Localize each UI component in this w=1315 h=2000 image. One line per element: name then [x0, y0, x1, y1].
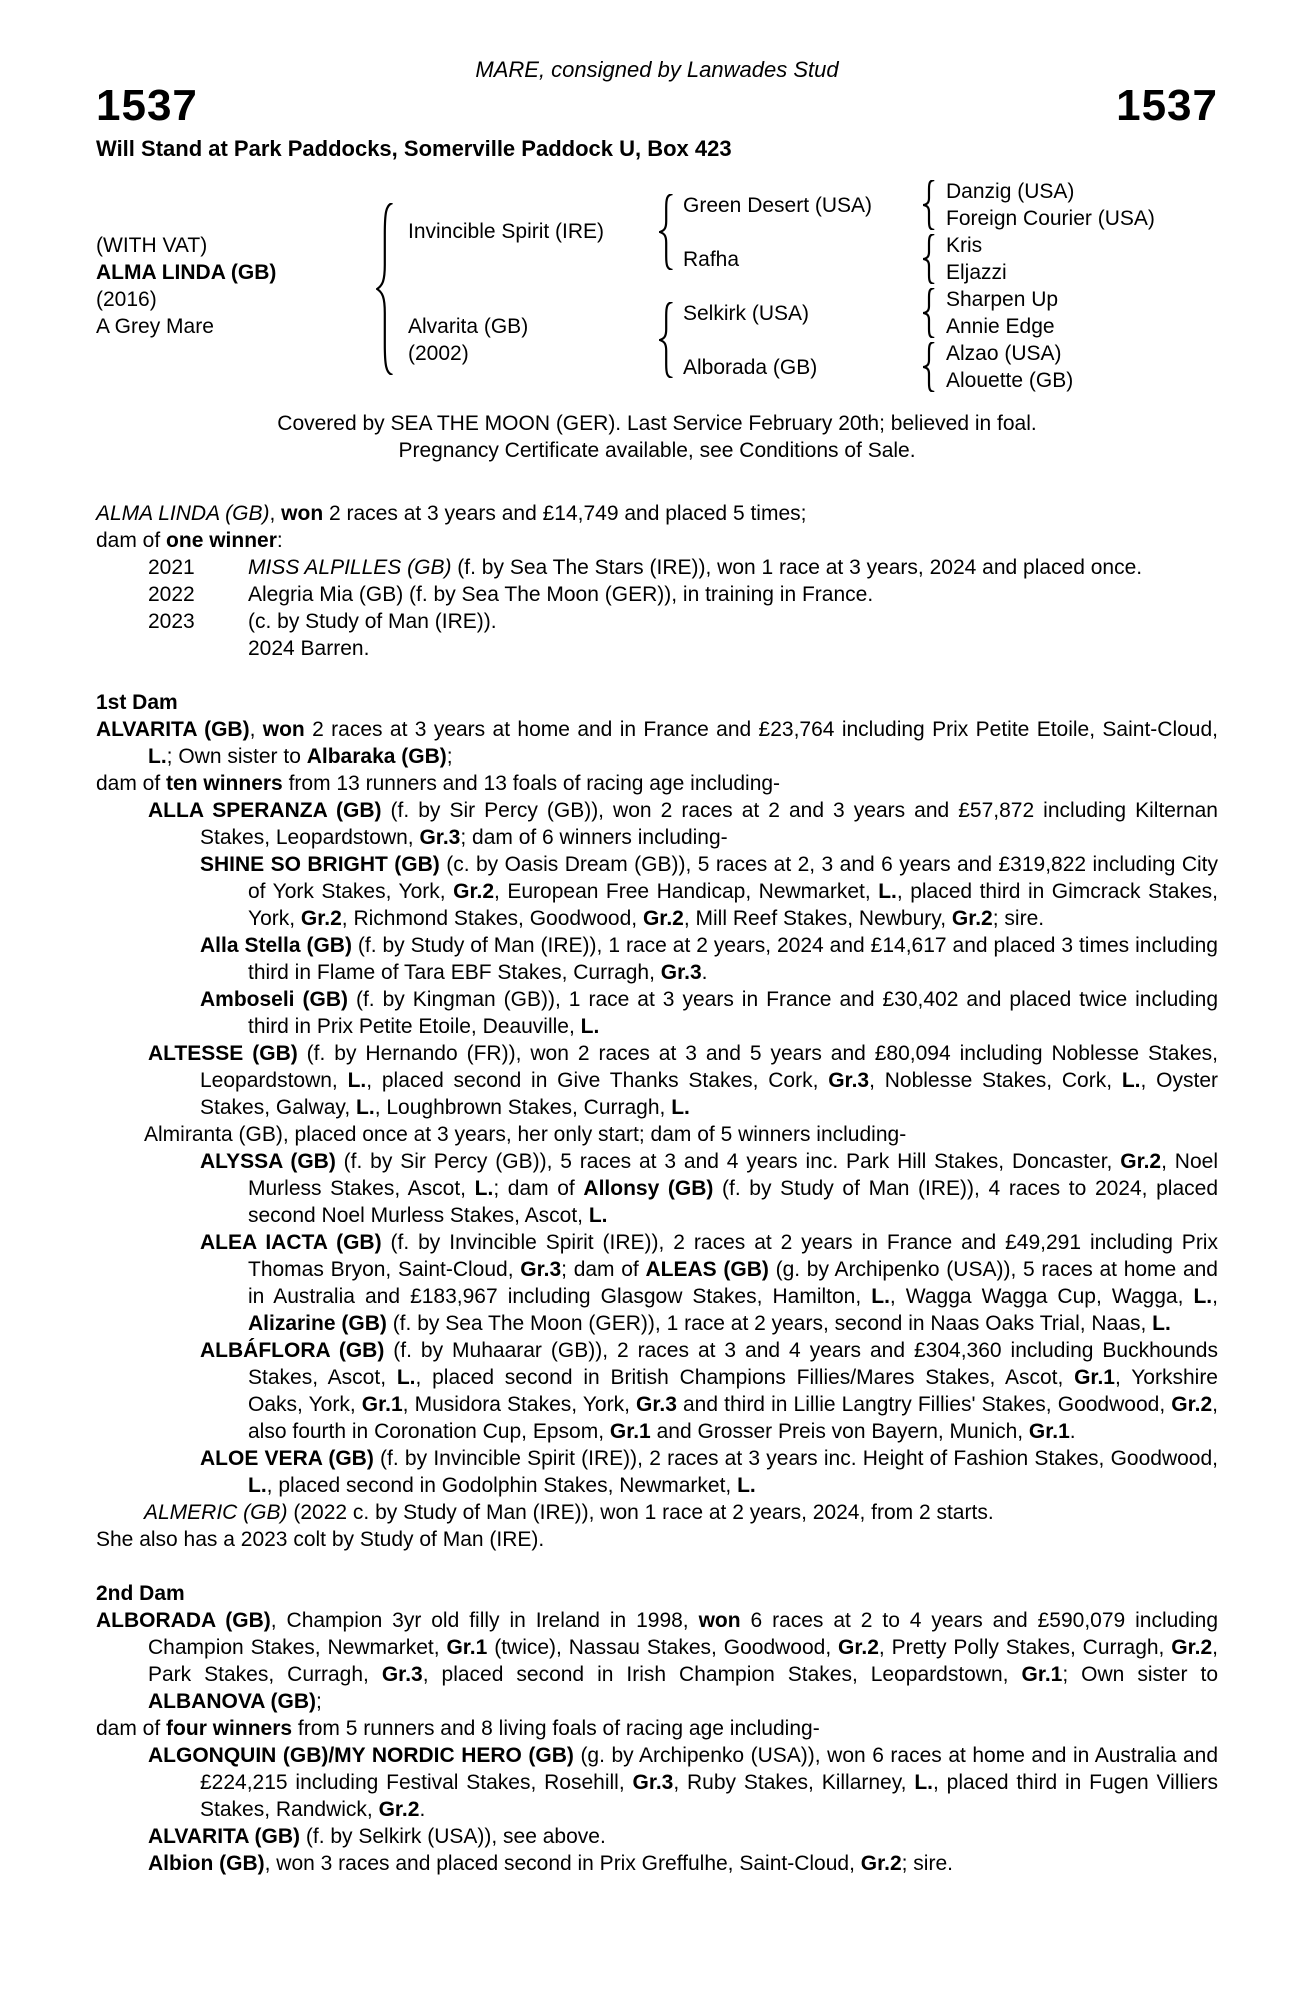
text-segment: four winners [166, 1717, 293, 1740]
text-segment: Gr.3 [632, 1771, 674, 1794]
text-segment: Almiranta (GB), placed once at 3 years, her only start; dam of 5 winners including- [144, 1123, 907, 1146]
gen4-2: Kris [946, 234, 983, 257]
text-segment: Gr.3 [660, 961, 702, 984]
text-segment: from 13 runners and 13 foals of racing age including- [282, 772, 781, 795]
text-segment: L. [588, 1204, 608, 1227]
pedigree-paragraph [96, 1121, 1218, 1148]
pedigree-brace-gen4-2 [923, 234, 938, 284]
produce-text [248, 554, 1218, 581]
text-segment: ; dam of [493, 1177, 584, 1200]
lot-number-row [96, 81, 1218, 130]
text-segment: (c. by Oasis Dream (GB)), 5 races at 2, 3 and 6 years and £319,822 including City of York Stakes, York, [248, 853, 1218, 903]
text-segment: L. [474, 1177, 494, 1200]
text-segment: (f. by Invincible Spirit (IRE)), 2 races at 3 years inc. Height of Fashion Stakes, Goodwood, [373, 1447, 1218, 1470]
text-segment: (f. by Sea The Stars (IRE)), won 1 race at 3 years, 2024 and placed once. [451, 556, 1143, 579]
text-segment: , Loughbrown Stakes, Curragh, [374, 1096, 672, 1119]
text-segment: L. [737, 1474, 756, 1497]
text-segment: , Yorkshire Oaks, York, [248, 1366, 1218, 1416]
text-segment: L. [356, 1096, 375, 1119]
text-segment: ALMERIC (GB) [144, 1501, 288, 1524]
pedigree-brace-dam [659, 302, 677, 378]
sire-name: Invincible Spirit (IRE) [408, 220, 605, 243]
gen3-dam-sire: Selkirk (USA) [683, 302, 810, 325]
pedigree-paragraph [96, 1040, 1218, 1121]
pedigree-table [96, 178, 1218, 394]
text-segment: (f. by Hernando (FR)), won 2 races at 3 and 5 years and £80,094 including Noblesse Stakes, Leopardstown, [200, 1042, 1218, 1092]
text-segment: ALEAS (GB) [645, 1258, 769, 1281]
text-segment: , won 3 races and placed second in Prix Greffulhe, Saint-Cloud, [264, 1852, 861, 1875]
pedigree-paragraph [96, 1229, 1218, 1337]
pedigree-brace-gen4-4 [923, 342, 938, 392]
text-segment: Gr.2 [1171, 1636, 1213, 1659]
pedigree-paragraph [96, 851, 1218, 932]
gen3-dam-dam: Alborada (GB) [683, 356, 818, 379]
text-segment: , placed second in Give Thanks Stakes, Cork, [366, 1069, 829, 1092]
text-segment: , [1212, 1285, 1218, 1308]
pedigree-paragraph [96, 1607, 1218, 1715]
text-segment: (twice), Nassau Stakes, Goodwood, [487, 1636, 839, 1659]
pedigree-brace-main [376, 203, 398, 375]
text-segment: Gr.2 [951, 907, 993, 930]
produce-row [148, 608, 1218, 635]
produce-row [148, 581, 1218, 608]
text-segment: Gr.1 [609, 1420, 651, 1443]
gen4-3: Eljazzi [946, 261, 1007, 284]
text-segment: Alegria Mia (GB) (f. by Sea The Moon (GER)), in training in France. [248, 583, 874, 606]
text-segment: (f. by Selkirk (USA)), see above. [300, 1825, 606, 1848]
text-segment: Albion (GB) [148, 1852, 265, 1875]
text-segment: Gr.2 [1120, 1150, 1162, 1173]
body-text [96, 500, 1218, 1877]
text-segment: Gr.1 [361, 1393, 403, 1416]
text-segment: ten winners [166, 772, 283, 795]
text-segment: Gr.2 [642, 907, 684, 930]
produce-text [248, 635, 1218, 662]
text-segment: , placed second in Godolphin Stakes, Newmarket, [266, 1474, 738, 1497]
text-segment: SHINE SO BRIGHT (GB) [200, 853, 440, 876]
text-segment: , Pretty Polly Stakes, Curragh, [878, 1636, 1172, 1659]
text-segment: , placed second in British Champions Fillies/Mares Stakes, Ascot, [415, 1366, 1075, 1389]
text-segment: , Richmond Stakes, Goodwood, [341, 907, 643, 930]
text-segment: (f. by Invincible Spirit (IRE)), 2 races at 2 years in France and £49,291 including Prix Thomas Bryon, Saint-Cloud, [248, 1231, 1218, 1281]
gen3-sire-sire: Green Desert (USA) [683, 194, 873, 217]
dam-name: Alvarita (GB) [408, 315, 529, 338]
produce-text [248, 608, 1218, 635]
text-segment: 6 races at 2 to 4 years and £590,079 including Champion Stakes, Newmarket, [148, 1609, 1218, 1659]
text-segment: , Wagga Wagga Cup, Wagga, [889, 1285, 1194, 1308]
text-segment: L. [914, 1771, 933, 1794]
pedigree-paragraph [96, 1337, 1218, 1445]
text-segment: , European Free Handicap, Newmarket, [494, 880, 879, 903]
gen4-1: Foreign Courier (USA) [946, 207, 1155, 230]
text-segment: ALOE VERA (GB) [200, 1447, 374, 1470]
pedigree-paragraph [96, 527, 1218, 554]
text-segment: 2 races at 3 years and £14,749 and placed 5 times; [323, 502, 807, 525]
text-segment: ALBANOVA (GB) [148, 1690, 316, 1713]
text-segment: Gr.1 [1021, 1663, 1063, 1686]
text-segment: L. [871, 1285, 890, 1308]
pedigree-paragraph [96, 1715, 1218, 1742]
text-segment: ; sire. [992, 907, 1045, 930]
text-segment: ; Own sister to [1062, 1663, 1218, 1686]
text-segment: Gr.2 [838, 1636, 879, 1659]
text-segment: , Oyster Stakes, Galway, [200, 1069, 1218, 1119]
text-segment: , [269, 502, 282, 525]
consignor-line: MARE, consigned by Lanwades Stud [475, 57, 839, 82]
pedigree-paragraph [96, 1148, 1218, 1229]
text-segment: one winner [166, 529, 277, 552]
pedigree-brace-gen4-3 [923, 288, 938, 338]
text-segment: Gr.3 [828, 1069, 870, 1092]
text-segment: (f. by Study of Man (IRE)), 4 races to 2024, placed second Noel Murless Stakes, Ascot, [248, 1177, 1219, 1227]
text-segment: ALVARITA (GB) [148, 1825, 301, 1848]
text-segment: Gr.2 [860, 1852, 902, 1875]
vat-note: (WITH VAT) [96, 234, 208, 257]
produce-row [148, 635, 1218, 662]
text-segment: Allonsy (GB) [583, 1177, 714, 1200]
text-segment: Gr.1 [1028, 1420, 1070, 1443]
text-segment: (2022 c. by Study of Man (IRE)), won 1 race at 2 years, 2024, from 2 starts. [287, 1501, 994, 1524]
text-segment: L. [347, 1069, 367, 1092]
text-segment: Gr.2 [453, 880, 495, 903]
text-segment: ; dam of 6 winners including- [460, 826, 728, 849]
gen4-7: Alouette (GB) [946, 369, 1074, 392]
text-segment: , placed third in Gimcrack Stakes, York, [248, 880, 1218, 930]
pedigree-paragraph [96, 716, 1218, 770]
gen3-sire-dam: Rafha [683, 248, 740, 271]
text-segment: ; [315, 1690, 322, 1713]
section-heading: 2nd Dam [96, 1582, 185, 1605]
text-segment: dam of [96, 772, 167, 795]
text-segment: , [249, 718, 263, 741]
text-segment: , also fourth in Coronation Cup, Epsom, [248, 1393, 1218, 1443]
text-segment: , Mill Reef Stakes, Newbury, [683, 907, 952, 930]
text-segment: L. [248, 1474, 267, 1497]
pedigree-paragraph [96, 500, 1218, 527]
pedigree-brace-sire [659, 194, 677, 270]
covering-statement [96, 410, 1218, 464]
text-segment: She also has a 2023 colt by Study of Man (IRE). [96, 1528, 545, 1551]
covering-line-1: Covered by SEA THE MOON (GER). Last Service February 20th; believed in foal. [277, 412, 1037, 435]
text-segment: . [701, 961, 708, 984]
text-segment: dam of [96, 529, 167, 552]
text-segment: , Musidora Stakes, York, [402, 1393, 637, 1416]
text-segment: ALMA LINDA (GB) [96, 502, 270, 525]
text-segment: Gr.3 [520, 1258, 562, 1281]
text-segment: Gr.1 [446, 1636, 488, 1659]
birth-year: (2016) [96, 288, 157, 311]
text-segment: Gr.1 [1074, 1366, 1115, 1389]
text-segment: L. [580, 1015, 600, 1038]
text-segment: : [276, 529, 283, 552]
pedigree-paragraph [96, 1850, 1218, 1877]
text-segment: ALGONQUIN (GB)/MY NORDIC HERO (GB) [148, 1744, 574, 1767]
text-segment: L. [1193, 1285, 1213, 1308]
text-segment: , Noblesse Stakes, Cork, [869, 1069, 1122, 1092]
text-segment: (f. by Study of Man (IRE)), 1 race at 2 years, 2024 and £14,617 and placed 3 times including third in Flame of Tara EBF Stakes, Curragh, [248, 934, 1218, 984]
text-segment: won [698, 1609, 741, 1632]
text-segment: ; [446, 745, 453, 768]
text-segment: , Park Stakes, Curragh, [148, 1636, 1218, 1686]
text-segment: (f. by Sir Percy (GB)), won 2 races at 2 and 3 years and £57,872 including Kilternan Stakes, Leopardstown, [200, 799, 1218, 849]
color-note: A Grey Mare [96, 315, 214, 338]
text-segment: , Noel Murless Stakes, Ascot, [248, 1150, 1218, 1200]
produce-year: 2022 [148, 583, 195, 606]
produce-year: 2023 [148, 610, 195, 633]
text-segment: ALLA SPERANZA (GB) [148, 799, 382, 822]
text-segment: L. [148, 745, 167, 768]
pedigree-paragraph [96, 770, 1218, 797]
pedigree-paragraph [96, 1823, 1218, 1850]
text-segment: L. [671, 1096, 690, 1119]
horse-name: ALMA LINDA (GB) [96, 261, 277, 284]
text-segment: 2 races at 3 years at home and in France and £23,764 including Prix Petite Etoile, Saint-Cloud, [304, 718, 1218, 741]
text-segment: (c. by Study of Man (IRE)). [248, 610, 497, 633]
pedigree-paragraph [96, 1499, 1218, 1526]
text-segment: and third in Lillie Langtry Fillies' Stakes, Goodwood, [676, 1393, 1172, 1416]
text-segment: Gr.2 [300, 907, 342, 930]
text-segment: ; Own sister to [166, 745, 307, 768]
stand-location-line: Will Stand at Park Paddocks, Somerville Paddock U, Box 423 [96, 136, 732, 161]
produce-text [248, 581, 1218, 608]
text-segment: L. [1121, 1069, 1141, 1092]
text-segment: and Grosser Preis von Bayern, Munich, [650, 1420, 1029, 1443]
text-segment: L. [396, 1366, 416, 1389]
text-segment: Amboseli (GB) [200, 988, 348, 1011]
text-segment: (f. by Sea The Moon (GER)), 1 race at 2 years, second in Naas Oaks Trial, Naas, [386, 1312, 1153, 1335]
text-segment: , placed third in Fugen Villiers Stakes, Randwick, [200, 1771, 1218, 1821]
produce-year [148, 635, 248, 662]
text-segment: from 5 runners and 8 living foals of racing age including- [292, 1717, 820, 1740]
text-segment: ALBORADA (GB) [96, 1609, 271, 1632]
pedigree-paragraph [96, 1742, 1218, 1823]
text-segment: 2024 Barren. [248, 637, 370, 660]
text-segment: , Champion 3yr old filly in Ireland in 1998, [270, 1609, 699, 1632]
text-segment: L. [878, 880, 897, 903]
text-segment: Gr.3 [636, 1393, 677, 1416]
text-segment: (f. by Kingman (GB)), 1 race at 3 years in France and £30,402 and placed twice including third in Prix Petite Etoile, Deauville, [248, 988, 1219, 1038]
gen4-0: Danzig (USA) [946, 180, 1075, 203]
text-segment: Albaraka (GB) [306, 745, 447, 768]
text-segment: ALYSSA (GB) [200, 1150, 336, 1173]
text-segment: , Ruby Stakes, Killarney, [673, 1771, 915, 1794]
produce-row [148, 554, 1218, 581]
pedigree-paragraph [96, 1445, 1218, 1499]
text-segment: Gr.2 [1171, 1393, 1213, 1416]
text-segment: ; sire. [901, 1852, 953, 1875]
pedigree-brace-gen4-1 [923, 180, 938, 230]
section-heading: 1st Dam [96, 691, 178, 714]
text-segment: MISS ALPILLES (GB) [248, 556, 452, 579]
text-segment: , placed second in Irish Champion Stakes, Leopardstown, [422, 1663, 1022, 1686]
text-segment: won [262, 718, 305, 741]
pedigree-paragraph [96, 1526, 1218, 1553]
text-segment: (g. by Archipenko (USA)), won 6 races at home and in Australia and £224,215 including Festival Stakes, Rosehill, [200, 1744, 1218, 1794]
text-segment: Gr.3 [381, 1663, 423, 1686]
covering-line-2: Pregnancy Certificate available, see Conditions of Sale. [398, 439, 916, 462]
text-segment: won [281, 502, 324, 525]
gen4-6: Alzao (USA) [946, 342, 1062, 365]
text-segment: Alizarine (GB) [248, 1312, 387, 1335]
text-segment: ALTESSE (GB) [148, 1042, 298, 1065]
gen4-4: Sharpen Up [946, 288, 1059, 311]
gen4-5: Annie Edge [946, 315, 1055, 338]
text-segment: ; dam of [561, 1258, 646, 1281]
text-segment: . [1069, 1420, 1076, 1443]
dam-year: (2002) [408, 342, 469, 365]
pedigree-paragraph [96, 986, 1218, 1040]
lot-number-left: 1537 [96, 81, 198, 130]
text-segment: (f. by Sir Percy (GB)), 5 races at 3 and 4 years inc. Park Hill Stakes, Doncaster, [335, 1150, 1121, 1173]
text-segment: L. [1152, 1312, 1171, 1335]
text-segment: Gr.2 [378, 1798, 420, 1821]
text-segment: dam of [96, 1717, 167, 1740]
text-segment: ALEA IACTA (GB) [200, 1231, 382, 1254]
lot-number-right: 1537 [1116, 81, 1218, 130]
produce-year: 2021 [148, 556, 195, 579]
text-segment: (g. by Archipenko (USA)), 5 races at home and in Australia and £183,967 including Glasgow Stakes, Hamilton, [248, 1258, 1218, 1308]
pedigree-paragraph [96, 797, 1218, 851]
text-segment: ALBÁFLORA (GB) [200, 1339, 385, 1362]
text-segment: ALVARITA (GB) [96, 718, 250, 741]
text-segment: . [419, 1798, 426, 1821]
text-segment: (f. by Muhaarar (GB)), 2 races at 3 and 4 years and £304,360 including Buckhounds Stakes, Ascot, [248, 1339, 1218, 1389]
text-segment: Gr.3 [419, 826, 461, 849]
text-segment: Alla Stella (GB) [200, 934, 352, 957]
pedigree-paragraph [96, 932, 1218, 986]
